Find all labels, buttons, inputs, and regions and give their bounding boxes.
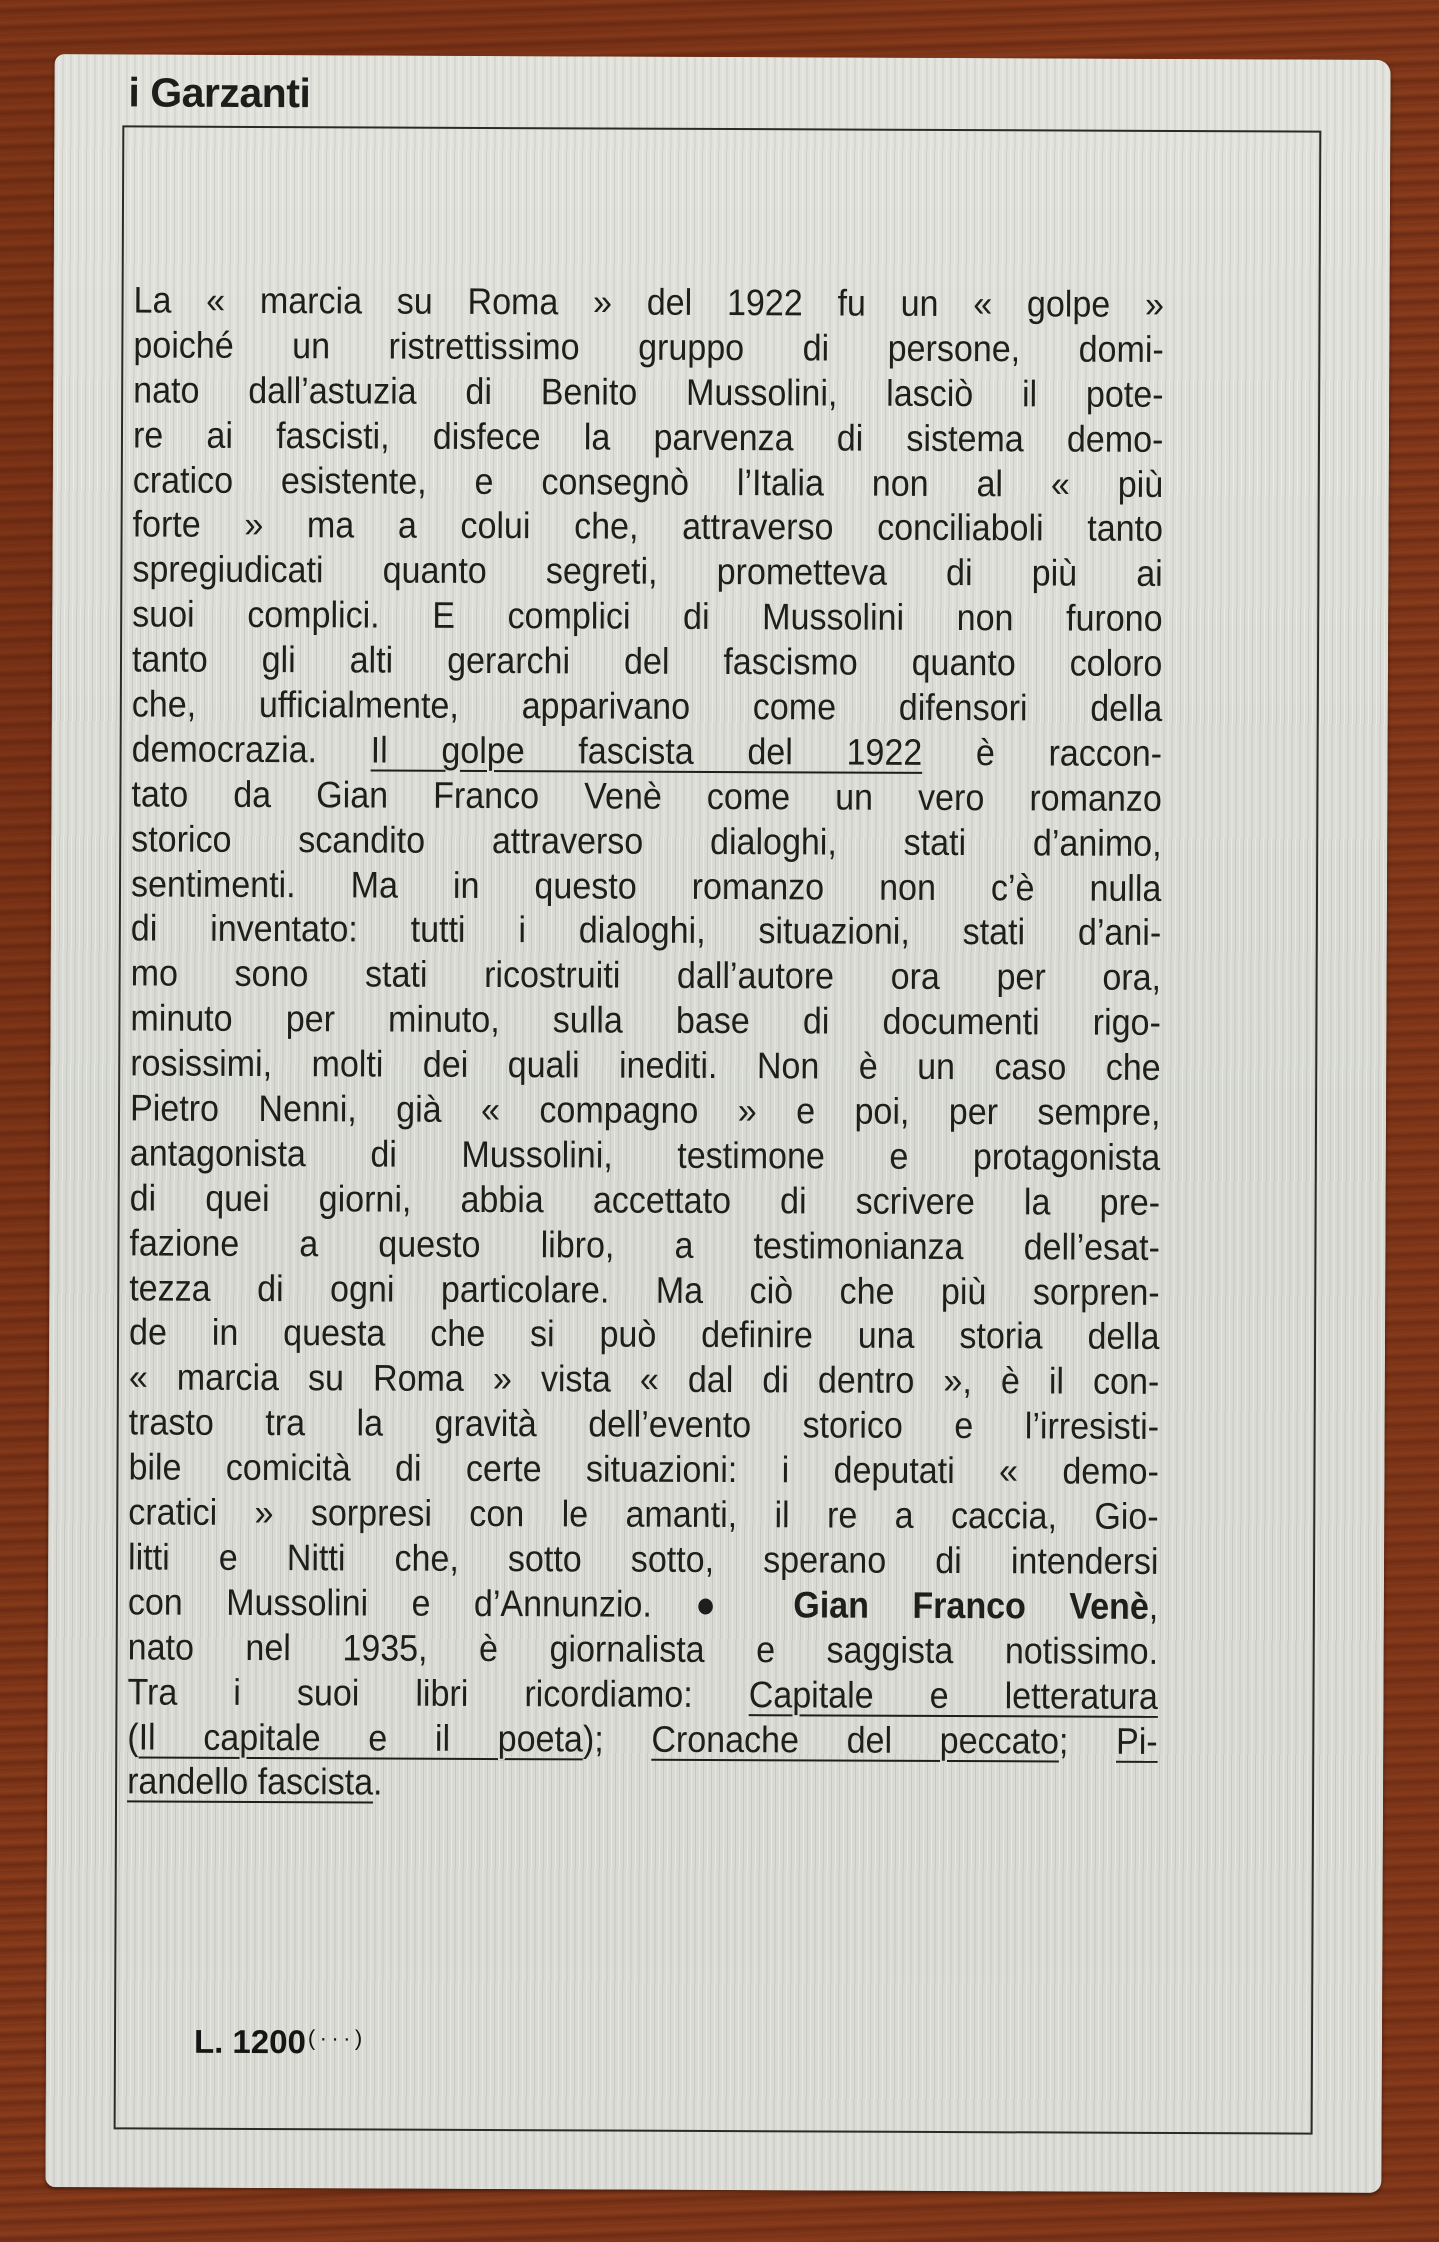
blurb-line: tato da Gian Franco Venè come un vero romanzo bbox=[131, 773, 1162, 819]
blurb-text bbox=[127, 278, 1165, 1808]
blurb-line: di quei giorni, abbia accettato di scrivere la pre- bbox=[129, 1177, 1161, 1223]
book-title-underlined: randello fascista bbox=[127, 1760, 374, 1803]
author-name: Gian Franco Venè bbox=[793, 1584, 1149, 1627]
book-title-underlined: Pi- bbox=[1116, 1720, 1158, 1762]
text: ( bbox=[127, 1715, 139, 1757]
book-back-cover bbox=[45, 54, 1390, 2193]
blurb-line: forte » ma a colui che, attraverso conciliaboli tanto bbox=[132, 503, 1164, 550]
book-title-underlined: Cronache del peccato bbox=[651, 1718, 1060, 1761]
blurb-line: mo sono stati ricostruiti dall’autore ora per ora, bbox=[130, 952, 1162, 999]
blurb-line: di inventato: tutti i dialoghi, situazioni, stati d’ani- bbox=[130, 907, 1162, 954]
text: . bbox=[373, 1761, 383, 1803]
blurb-line: cratici » sorpresi con le amanti, il re a caccia, Gio- bbox=[128, 1491, 1159, 1537]
blurb-line: poiché un ristrettissimo gruppo di persone, domi- bbox=[133, 324, 1164, 370]
price-label bbox=[194, 2023, 362, 2062]
blurb-line: tanto gli alti gerarchi del fascismo quanto coloro bbox=[131, 638, 1163, 685]
text: è raccon- bbox=[922, 731, 1163, 774]
blurb-line: antagonista di Mussolini, testimone e protagonista bbox=[129, 1132, 1161, 1178]
blurb-line: minuto per minuto, sulla base di documenti rigo- bbox=[130, 997, 1161, 1044]
book-title-underlined: Il capitale e il poeta bbox=[138, 1715, 584, 1759]
book-title-underlined: Il golpe fascista del 1922 bbox=[370, 729, 923, 773]
blurb-line: suoi complici. E complici di Mussolini non furono bbox=[132, 593, 1163, 640]
price-suffix: ( · · · ) bbox=[307, 2025, 363, 2051]
blurb-line bbox=[132, 727, 1163, 776]
blurb-line bbox=[127, 1670, 1158, 1719]
blurb-line: re ai fascisti, disfece la parvenza di sistema demo- bbox=[132, 414, 1164, 460]
publisher-logo: i Garzanti bbox=[128, 69, 311, 117]
blurb-line: fazione a questo libro, a testimonianza dell’esat- bbox=[129, 1222, 1160, 1268]
blurb-line: litti e Nitti che, sotto sotto, sperano di intendersi bbox=[128, 1536, 1159, 1582]
blurb-line: rosissimi, molti dei quali inediti. Non è un caso che bbox=[130, 1042, 1161, 1089]
blurb-line: La « marcia su Roma » del 1922 fu un « golpe » bbox=[133, 279, 1165, 325]
blurb-line: che, ufficialmente, apparivano come difensori della bbox=[131, 683, 1163, 729]
blurb-line: trasto tra la gravità dell’evento storico e l’irresisti- bbox=[128, 1401, 1160, 1448]
blurb-line: « marcia su Roma » vista « dal di dentro », è il con- bbox=[128, 1356, 1160, 1403]
text: ; bbox=[1058, 1719, 1117, 1762]
blurb-line: cratico esistente, e consegnò l’Italia non al « più bbox=[132, 459, 1164, 505]
text: democrazia. bbox=[131, 728, 371, 771]
text: con Mussolini e d’Annunzio. ● bbox=[127, 1581, 794, 1626]
book-title-underlined: Capitale e letteratura bbox=[748, 1673, 1158, 1717]
blurb-line bbox=[127, 1715, 1158, 1764]
text: Tra i suoi libri ricordiamo: bbox=[127, 1671, 749, 1715]
blurb-line bbox=[128, 1580, 1159, 1629]
blurb-line: sentimenti. Ma in questo romanzo non c’è nulla bbox=[130, 863, 1162, 909]
blurb-line bbox=[127, 1760, 1158, 1809]
text: ); bbox=[582, 1717, 652, 1760]
text: , bbox=[1148, 1585, 1159, 1627]
price-value: L. 1200 bbox=[193, 2022, 306, 2061]
blurb-line: storico scandito attraverso dialoghi, stati d’animo, bbox=[131, 818, 1162, 864]
blurb-line: bile comicità di certe situazioni: i deputati « demo- bbox=[128, 1446, 1159, 1493]
blurb-line: spregiudicati quanto segreti, prometteva di più ai bbox=[132, 548, 1163, 595]
blurb-line: nato dall’astuzia di Benito Mussolini, lasciò il pote- bbox=[133, 369, 1164, 415]
blurb-line: de in questa che si può definire una storia della bbox=[128, 1311, 1160, 1358]
blurb-line: tezza di ogni particolare. Ma ciò che più sorpren- bbox=[129, 1267, 1160, 1313]
blurb-line: nato nel 1935, è giornalista e saggista notissimo. bbox=[127, 1626, 1159, 1672]
blurb-line: Pietro Nenni, già « compagno » e poi, per sempre, bbox=[129, 1087, 1161, 1133]
